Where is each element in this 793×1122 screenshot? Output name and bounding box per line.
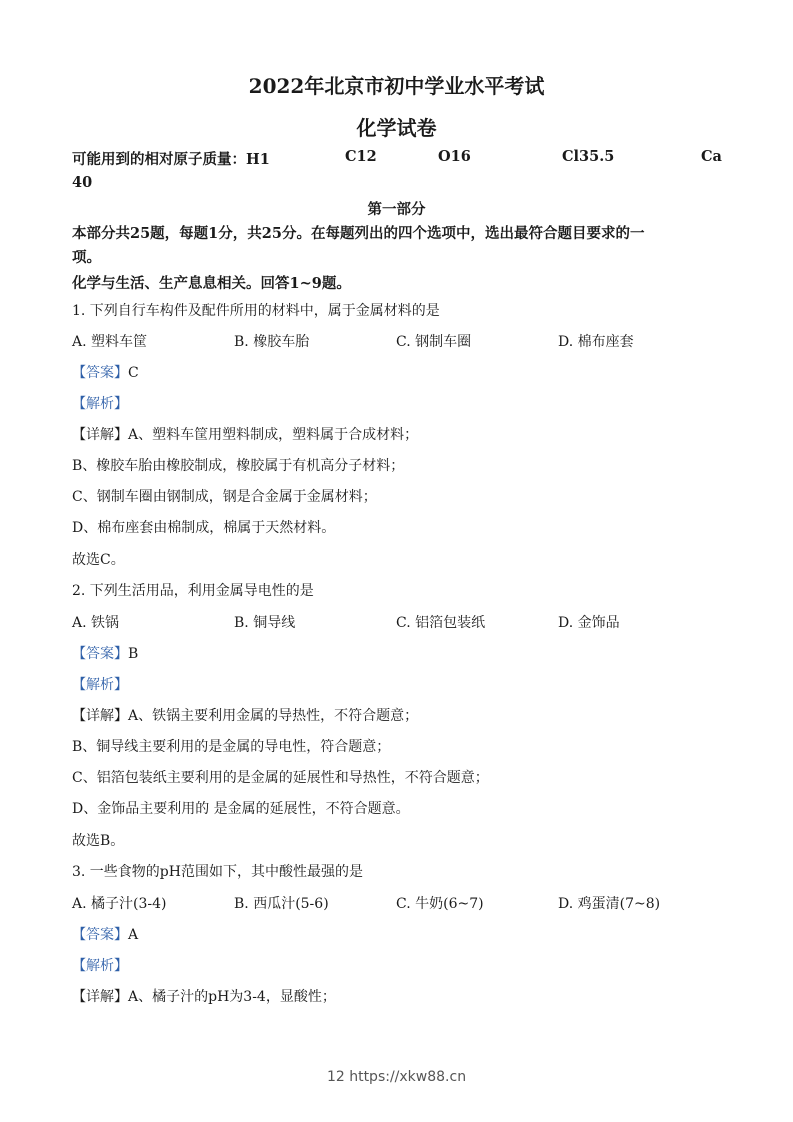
question-2-analysis-tag: 【解析】 <box>72 677 128 693</box>
question-2-detail-line: 【详解】A、铁锅主要利用金属的导热性，不符合题意； <box>72 708 419 724</box>
atomic-mass-ca: Ca <box>701 148 722 165</box>
question-2-option-a: A. 铁锅 <box>72 615 120 631</box>
question-3-option-b: B. 西瓜汁(5-6) <box>234 896 329 912</box>
question-3-analysis-tag: 【解析】 <box>72 958 128 974</box>
answer-tag: 【答案】 <box>72 365 128 381</box>
exam-subtitle: 化学试卷 <box>356 116 437 140</box>
page-footer: 12 https://xkw88.cn <box>326 1069 467 1085</box>
section-intro: 化学与生活、生产息息相关。回答1~9题。 <box>72 275 351 292</box>
answer-value: A <box>128 927 139 943</box>
question-2-detail-line: B、铜导线主要利用的是金属的导电性，符合题意； <box>72 739 391 755</box>
atomic-mass-o: O16 <box>438 148 471 165</box>
instructions-line-1: 本部分共25题，每题1分，共25分。在每题列出的四个选项中，选出最符合题目要求的一 <box>72 225 645 242</box>
question-3-answer <box>72 924 138 944</box>
answer-tag: 【答案】 <box>72 927 128 943</box>
question-1-answer <box>72 362 139 382</box>
question-3-stem: 3. 一些食物的pH范围如下，其中酸性最强的是 <box>72 864 363 880</box>
question-2-detail-line: C、铝箔包装纸主要利用的是金属的延展性和导热性，不符合题意； <box>72 770 489 786</box>
question-1-analysis-tag: 【解析】 <box>72 396 128 412</box>
question-3-option-c: C. 牛奶(6~7) <box>396 896 484 912</box>
answer-value: B <box>128 646 139 662</box>
atomic-mass-label: 可能用到的相对原子质量：H1 <box>72 151 270 168</box>
answer-tag: 【答案】 <box>72 646 128 662</box>
question-1-detail-line: 【详解】A、塑料车筐用塑料制成，塑料属于合成材料； <box>72 427 419 443</box>
atomic-mass-cl: Cl35.5 <box>562 148 615 165</box>
answer-value: C <box>128 365 139 381</box>
question-1-option-c: C. 钢制车圈 <box>396 334 472 350</box>
question-2-option-b: B. 铜导线 <box>234 615 296 631</box>
question-1-detail-line: D、棉布座套由棉制成，棉属于天然材料。 <box>72 520 336 536</box>
question-1-option-d: D. 棉布座套 <box>558 334 634 350</box>
question-2-stem: 2. 下列生活用品，利用金属导电性的是 <box>72 583 314 599</box>
question-1-option-b: B. 橡胶车胎 <box>234 334 310 350</box>
question-2-option-c: C. 铝箔包装纸 <box>396 615 486 631</box>
question-1-option-a: A. 塑料车筐 <box>72 334 148 350</box>
question-2-option-d: D. 金饰品 <box>558 615 620 631</box>
question-2-answer <box>72 643 138 663</box>
question-1-detail-line: B、橡胶车胎由橡胶制成，橡胶属于有机高分子材料； <box>72 458 405 474</box>
part-heading: 第一部分 <box>367 201 426 218</box>
exam-title: 2022年北京市初中学业水平考试 <box>248 74 545 98</box>
question-1-stem: 1. 下列自行车构件及配件所用的材料中，属于金属材料的是 <box>72 303 440 319</box>
instructions-line-2: 项。 <box>72 249 101 266</box>
question-3-option-a: A. 橘子汁(3-4) <box>72 896 167 912</box>
question-2-conclusion: 故选B。 <box>72 833 125 849</box>
question-3-option-d: D. 鸡蛋清(7~8) <box>558 896 661 912</box>
question-1-conclusion: 故选C。 <box>72 552 125 568</box>
question-1-detail-line: C、钢制车圈由钢制成，钢是合金属于金属材料； <box>72 489 377 505</box>
atomic-mass-ca-value: 40 <box>72 174 93 191</box>
question-2-detail-line: D、金饰品主要利用的 是金属的延展性，不符合题意。 <box>72 801 410 817</box>
question-3-detail-line: 【详解】A、橘子汁的pH为3-4，显酸性； <box>72 989 336 1005</box>
atomic-mass-c: C12 <box>345 148 377 165</box>
